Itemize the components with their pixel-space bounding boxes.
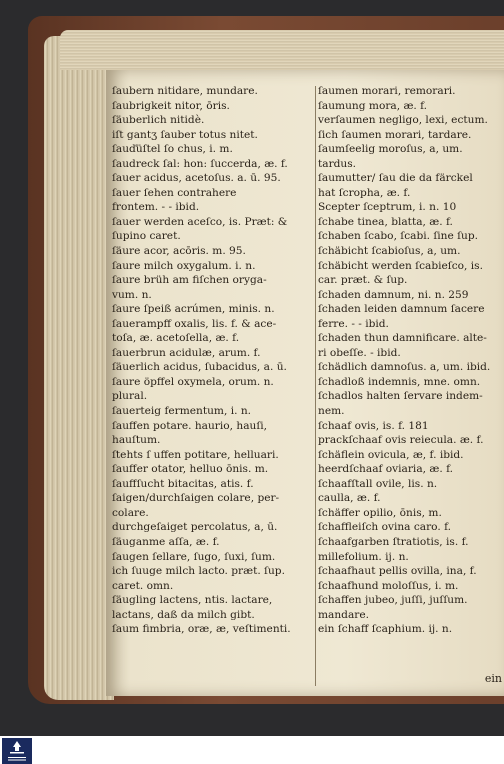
right-column bbox=[318, 84, 502, 637]
dictionary-line: ſaumutter/ ſau die da färckel bbox=[318, 172, 473, 185]
dictionary-line: ſäuganme aſſa, æ. f. bbox=[112, 535, 220, 548]
dictionary-line: hat ſcropha, æ. f. bbox=[318, 186, 411, 199]
dictionary-line: tardus. bbox=[318, 157, 357, 170]
dictionary-line: ſaigen/durchſaigen colare, per- bbox=[112, 492, 280, 505]
dictionary-line: ſchaben ſcabo, ſcabi. ſine ſup. bbox=[318, 230, 479, 243]
column-divider bbox=[315, 86, 316, 686]
library-logo-mark bbox=[2, 738, 32, 764]
dictionary-line: frontem. - - ibid. bbox=[112, 201, 200, 214]
dictionary-line: car. præt. & ſup. bbox=[318, 274, 408, 287]
dictionary-line: caulla, æ. f. bbox=[318, 492, 381, 505]
dictionary-line: ſtehts ſ uffen potitare, helluari. bbox=[112, 448, 279, 461]
dictionary-line: caret. omn. bbox=[112, 579, 174, 592]
dictionary-line: ri obeſſe. - ibid. bbox=[318, 346, 401, 359]
dictionary-line: heerdſchaaf oviaria, æ. f. bbox=[318, 463, 453, 476]
page-edges bbox=[44, 36, 114, 700]
dictionary-line: hauſtum. bbox=[112, 434, 161, 447]
dictionary-line: ſchaden damnum, ni. n. 259 bbox=[318, 288, 469, 301]
dictionary-line: toſa, æ. acetoſella, æ. f. bbox=[112, 332, 240, 345]
dictionary-line: Scepter ſceptrum, i. n. 10 bbox=[318, 201, 457, 214]
dictionary-line: ſaure milch oxygalum. i. n. bbox=[112, 259, 256, 272]
dictionary-line: durchgeſaiget percolatus, a, ū. bbox=[112, 521, 278, 534]
dictionary-line: ſchaaf ovis, is. f. 181 bbox=[318, 419, 429, 432]
dictionary-line: ſauffſucht bitacitas, atis. f. bbox=[112, 477, 254, 490]
dictionary-line: ſchäbicht werden ſcabieſco, is. bbox=[318, 259, 483, 272]
dictionary-line: ſauerampff oxalis, lis. f. & ace- bbox=[112, 317, 277, 330]
dictionary-line: ſupino caret. bbox=[112, 230, 181, 243]
dictionary-line: vum. n. bbox=[112, 288, 152, 301]
dictionary-line: nem. bbox=[318, 405, 345, 418]
dictionary-line: ſauer ſehen contrahere bbox=[112, 186, 237, 199]
dictionary-line: colare. bbox=[112, 506, 149, 519]
dictionary-line: ſchaden thun damnificare. alte- bbox=[318, 332, 487, 345]
dictionary-line: ſchaafhund moloſſus, i. m. bbox=[318, 579, 459, 592]
dictionary-line: ſchaafſtall ovile, lis. n. bbox=[318, 477, 438, 490]
dictionary-line: ſauer werden aceſco, is. Præt: & bbox=[112, 215, 288, 228]
dictionary-line: lactans, daß da milch gibt. bbox=[112, 608, 255, 621]
dictionary-line: ſich ſaumen morari, tardare. bbox=[318, 128, 472, 141]
library-logo bbox=[2, 738, 32, 764]
dictionary-line: ſäuberlich nitidè. bbox=[112, 114, 205, 127]
dictionary-line: ſchadlos halten ſervare indem- bbox=[318, 390, 483, 403]
page-top-edges bbox=[60, 30, 504, 70]
dictionary-line: ferre. - - ibid. bbox=[318, 317, 389, 330]
dictionary-line: ſchaafhaut pellis ovilla, ina, f. bbox=[318, 565, 477, 578]
dictionary-line: ſauffer otator, helluo ōnis. m. bbox=[112, 463, 269, 476]
dictionary-line: millefolium. ij. n. bbox=[318, 550, 409, 563]
dictionary-line: ſchäbicht ſcabioſus, a, um. bbox=[318, 245, 461, 258]
dictionary-line: ſauerteig fermentum, i. n. bbox=[112, 405, 252, 418]
book-page bbox=[106, 70, 504, 696]
dictionary-line: ſäugling lactens, ntis. lactare, bbox=[112, 594, 273, 607]
dictionary-line: ſchabe tinea, blatta, æ. f. bbox=[318, 215, 453, 228]
dictionary-line: ſaubrigkeit nitor, ōris. bbox=[112, 99, 230, 112]
dictionary-line: plural. bbox=[112, 390, 148, 403]
dictionary-line: ſchaffleiſch ovina caro. f. bbox=[318, 521, 452, 534]
footer-strip bbox=[0, 736, 504, 764]
dictionary-line: ſaugen ſellare, ſugo, ſuxi, ſum. bbox=[112, 550, 276, 563]
dictionary-line: ſauerbrun acidulæ, arum. f. bbox=[112, 346, 261, 359]
dictionary-line: ſaumen morari, remorari. bbox=[318, 85, 456, 97]
left-column bbox=[112, 84, 312, 637]
dictionary-line: ich ſuuge milch lacto. præt. ſup. bbox=[112, 565, 285, 578]
dictionary-line: prackſchaaf ovis reiecula. æ. f. bbox=[318, 434, 484, 447]
dictionary-line: ſchäflein ovicula, æ, f. ibid. bbox=[318, 448, 464, 461]
dictionary-line: ſaumung mora, æ. f. bbox=[318, 99, 428, 112]
dictionary-line: ſaum fimbria, oræ, æ, veſtimenti. bbox=[112, 623, 291, 636]
dictionary-line: ſaure brüh am fiſchen oryga- bbox=[112, 274, 267, 287]
dictionary-line: ſchaffen jubeo, juſſi, juſſum. bbox=[318, 594, 468, 607]
dictionary-line: ſauďüſtel ſo chus, i. m. bbox=[112, 143, 233, 156]
dictionary-line: ſaure öpffel oxymela, orum. n. bbox=[112, 375, 274, 388]
dictionary-line: mandare. bbox=[318, 608, 369, 621]
dictionary-line: ſchaafgarben ſtratiotis, is. f. bbox=[318, 535, 469, 548]
dictionary-line: ſchadloß indemnis, mne. omn. bbox=[318, 375, 481, 388]
dictionary-line: ſaubern nitidare, mundare. bbox=[112, 85, 258, 97]
dictionary-line: ſauffen potare. haurio, hauſi, bbox=[112, 419, 268, 432]
dictionary-line: ſchaden leiden damnum ſacere bbox=[318, 303, 485, 316]
dictionary-line: verſaumen negligo, lexi, ectum. bbox=[318, 114, 488, 127]
dictionary-line: ſchäffer opilio, ōnis, m. bbox=[318, 506, 442, 519]
dictionary-line: ein ſchaff ſcaphium. ij. n. bbox=[318, 623, 453, 636]
dictionary-line: ſäure acor, acōris. m. 95. bbox=[112, 245, 246, 258]
dictionary-line: ſauer acidus, acetoſus. a. ū. 95. bbox=[112, 172, 281, 185]
dictionary-line: ſäuerlich acidus, ſubacidus, a. ū. bbox=[112, 361, 287, 374]
dictionary-line: ſaure ſpeiß acrúmen, minis. n. bbox=[112, 303, 275, 316]
dictionary-line: ſaumſeelig moroſus, a, um. bbox=[318, 143, 463, 156]
catchword: ein bbox=[484, 672, 502, 685]
dictionary-line: ſaudreck ſal: hon: ſuccerda, æ. f. bbox=[112, 157, 288, 170]
dictionary-line: iſt gantʒ ſauber totus nitet. bbox=[112, 128, 258, 141]
dictionary-line: ſchädlich damnoſus. a, um. ibid. bbox=[318, 361, 491, 374]
